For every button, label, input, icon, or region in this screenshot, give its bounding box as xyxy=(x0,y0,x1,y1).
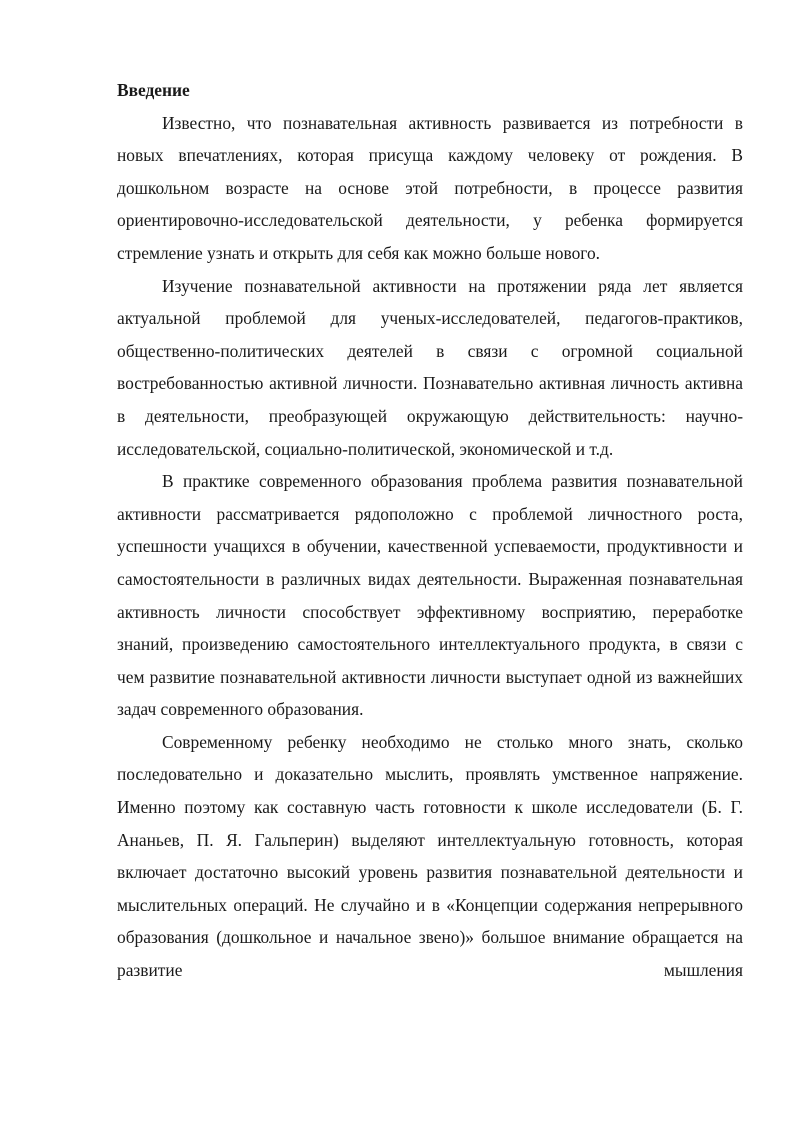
document-body xyxy=(117,74,743,987)
paragraph-3: В практике современного образования проблема развития познавательной активности рассматривается рядоположно с проблемой личностного роста, успешности учащихся в обучении, качественной успеваемости, продуктивности и самостоятельности в различных видах деятельности. Выраженная познавательная активность личности способствует эффективному восприятию, переработке знаний, произведению самостоятельного интеллектуального продукта, в связи с чем развитие познавательной активности личности выступает одной из важнейших задач современного образования. xyxy=(117,471,743,720)
paragraph-4: Современному ребенку необходимо не столько много знать, сколько последовательно и доказательно мыслить, проявлять умственное напряжение. Именно поэтому как составную часть готовности к школе исследователи (Б. Г. Ананьев, П. Я. Гальперин) выделяют интеллектуальную готовность, которая включает достаточно высокий уровень развития познавательной деятельности и мыслительных операций. Не случайно и в «Концепции содержания непрерывного образования (дошкольное и начальное звено)» большое внимание обращается на развитие мышления xyxy=(117,731,743,981)
paragraph-2: Изучение познавательной активности на протяжении ряда лет является актуальной проблемой для ученых-исследователей, педагогов-практиков, общественно-политических деятелей в связи с огромной социальной востребованностью активной личности. Познавательно активная личность активна в деятельности, преобразующей окружающую действительность: научно-исследовательской, социально-политической, экономической и т.д. xyxy=(117,275,743,459)
section-heading: Введение xyxy=(117,80,190,100)
paragraph-1: Известно, что познавательная активность развивается из потребности в новых впечатлениях, которая присуща каждому человеку от рождения. В дошкольном возрасте на основе этой потребности, в процессе развития ориентировочно-исследовательской деятельности, у ребенка формируется стремление узнать и открыть для себя как можно больше нового. xyxy=(117,112,743,263)
